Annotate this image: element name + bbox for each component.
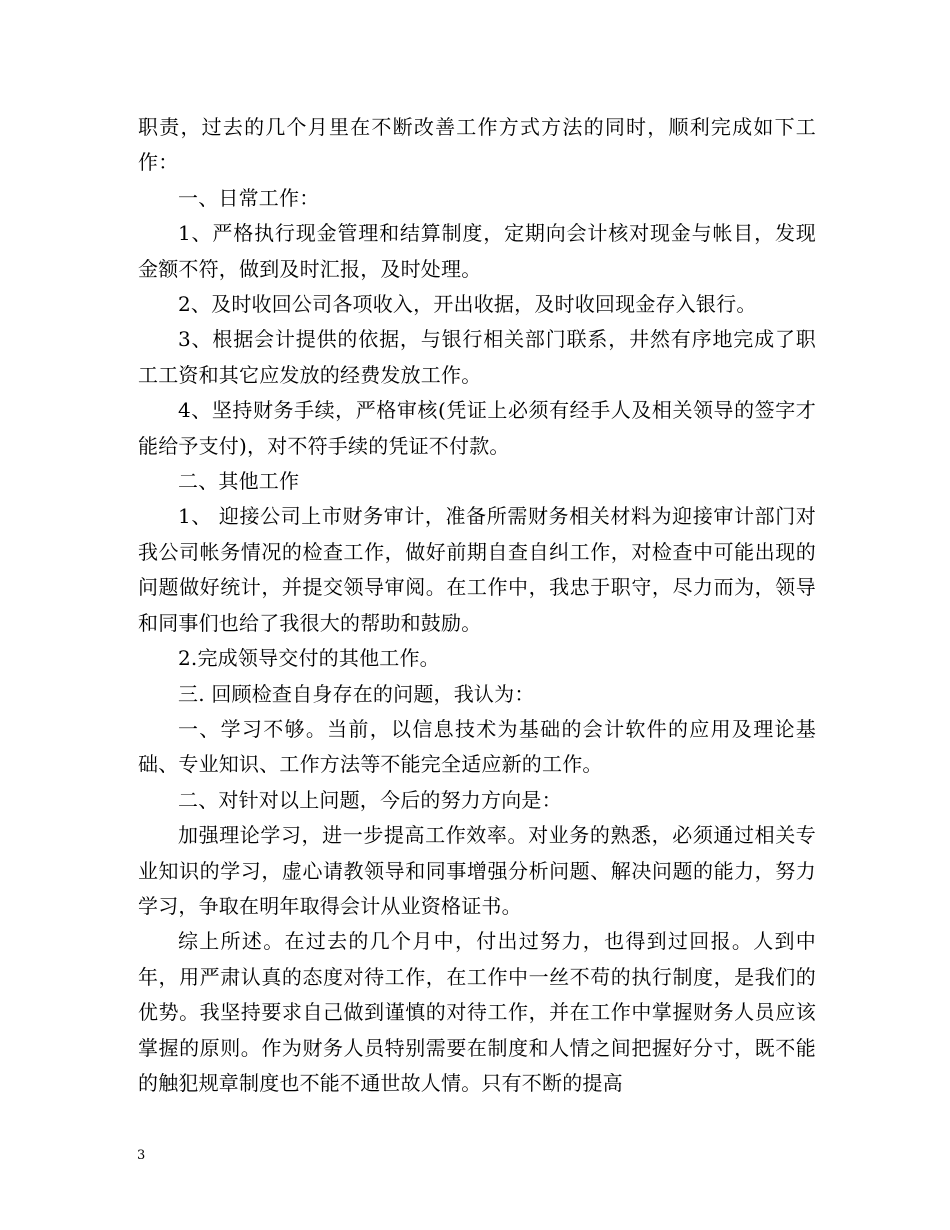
paragraph-item-3: 3、根据会计提供的依据，与银行相关部门联系，井然有序地完成了职工工资和其它应发放的经费发放工作。: [138, 327, 816, 387]
document-body: [138, 110, 816, 1101]
paragraph-intro: 职责，过去的几个月里在不断改善工作方式方法的同时，顺利完成如下工作：: [138, 115, 816, 175]
paragraph-item-2: 2、及时收回公司各项收入，开出收据，及时收回现金存入银行。: [178, 292, 757, 317]
paragraph-direction: 加强理论学习，进一步提高工作效率。对业务的熟悉，必须通过相关专业知识的学习，虚心请教领导和同事增强分析问题、解决问题的能力，努力学习，争取在明年取得会计从业资格证书。: [138, 823, 816, 918]
paragraph-direction-heading: 二、对针对以上问题，今后的努力方向是：: [178, 787, 562, 812]
section-heading-daily-work: 一、日常工作：: [178, 185, 320, 210]
paragraph-summary: 综上所述。在过去的几个月中，付出过努力，也得到过回报。人到中年，用严肃认真的态度对待工作，在工作中一丝不苟的执行制度，是我们的优势。我坚持要求自己做到谨慎的对待工作，并在工作中掌握财务人员应该掌握的原则。作为财务人员特别需要在制度和人情之间把握好分寸，既不能的触犯规章制度也不能不通世故人情。只有不断的提高: [138, 929, 816, 1095]
paragraph-item-4: 4、坚持财务手续，严格审核(凭证上必须有经手人及相关领导的签字才能给予支付)，对不符手续的凭证不付款。: [138, 398, 816, 458]
paragraph-item-1: 1、严格执行现金管理和结算制度，定期向会计核对现金与帐目，发现金额不符，做到及时汇报，及时处理。: [138, 221, 816, 281]
paragraph-problem-1: 一、学习不够。当前，以信息技术为基础的会计软件的应用及理论基础、专业知识、工作方法等不能完全适应新的工作。: [138, 716, 816, 777]
paragraph-other-item-2: 2.完成领导交付的其他工作。: [178, 646, 440, 671]
paragraph-other-item-1: 1、 迎接公司上市财务审计，准备所需财务相关材料为迎接审计部门对我公司帐务情况的检查工作，做好前期自查自纠工作，对检查中可能出现的问题做好统计，并提交领导审阅。在工作中，我忠于职守，尽力而为，领导和同事们也给了我很大的帮助和鼓励。: [138, 504, 816, 635]
page-number: 3: [137, 1148, 146, 1163]
section-heading-review: 三. 回顾检查自身存在的问题，我认为：: [178, 681, 535, 706]
section-heading-other-work: 二、其他工作: [178, 469, 300, 494]
